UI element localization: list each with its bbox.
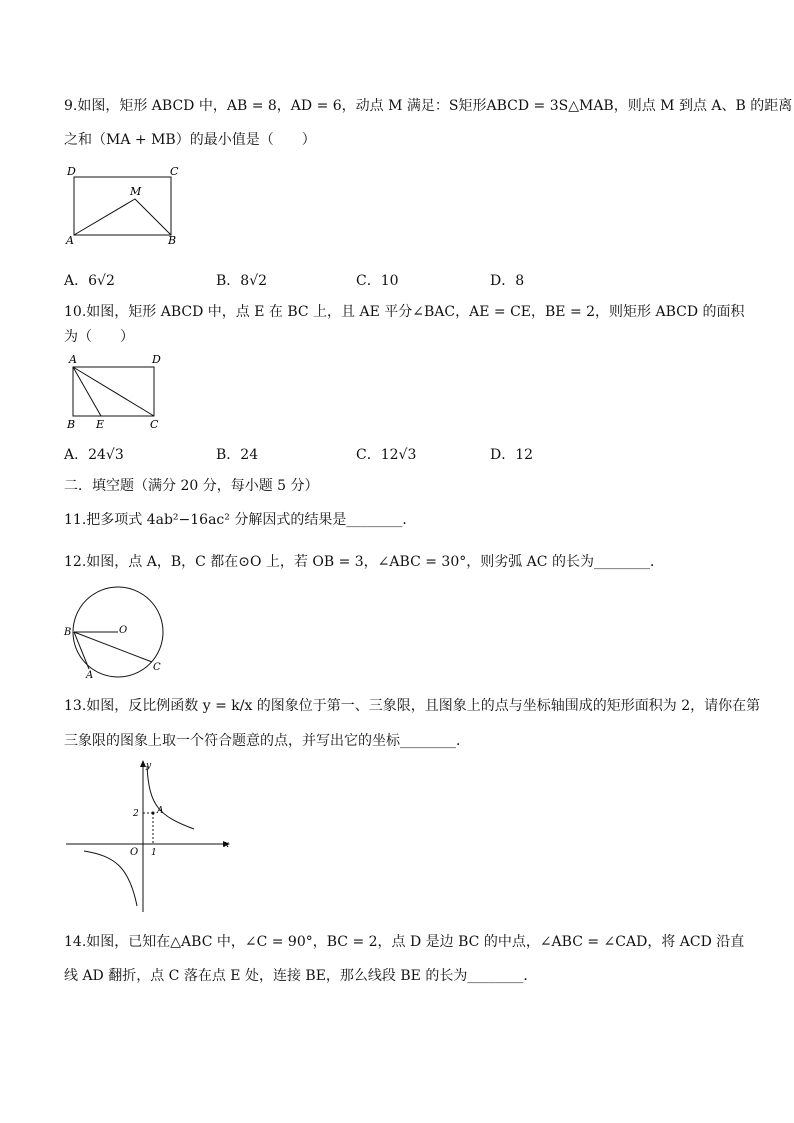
label-a: A xyxy=(157,806,164,816)
q9-option-c: C．10 xyxy=(356,273,399,289)
q12-figure xyxy=(62,586,170,680)
label-o: O xyxy=(119,625,128,636)
label-m: M xyxy=(130,185,142,198)
q10-option-d: D．12 xyxy=(490,447,534,463)
q10-option-b: B．24 xyxy=(216,447,259,463)
q10-figure xyxy=(62,350,174,432)
chord-ba xyxy=(74,632,89,669)
label-d: D xyxy=(67,165,76,178)
label-origin: O xyxy=(130,847,139,858)
label-x: x xyxy=(224,840,230,850)
q14-text-line1: 14.如图，已知在△ABC 中，∠C = 90°，BC = 2，点 D 是边 BC 的中点，∠ABC = ∠CAD，将 ACD 沿直 xyxy=(64,934,745,950)
label-b: B xyxy=(168,234,177,247)
q13-text-line2: 三象限的图象上取一个符合题意的点，并写出它的坐标________． xyxy=(64,733,470,749)
point-a xyxy=(152,812,155,815)
q11-text: 11.把多项式 4ab²−16ac² 分解因式的结果是________． xyxy=(64,512,417,528)
label-b: B xyxy=(67,418,76,431)
tick-label-one: 1 xyxy=(151,848,157,858)
hyperbola-branch-third-quadrant xyxy=(84,851,137,906)
label-y: y xyxy=(146,761,152,771)
q10-text-line2: 为（ ） xyxy=(64,329,134,345)
section-heading: 二．填空题（满分 20 分，每小题 5 分） xyxy=(64,478,319,494)
label-c: C xyxy=(150,418,159,431)
hyperbola-branch-first-quadrant xyxy=(147,766,194,829)
q13-text-line1: 13.如图，反比例函数 y = k/x 的图象位于第一、三象限，且图象上的点与坐标轴围成的矩形面积为 2，请你在第 xyxy=(64,698,761,714)
q9-text-line1: 9.如图，矩形 ABCD 中，AB = 8，AD = 6，动点 M 满足：S矩形ABCD = 3S△MAB，则点 M 到点 A、B 的距离 xyxy=(64,98,793,114)
chord-bc xyxy=(74,632,152,662)
label-c: C xyxy=(153,662,161,673)
q10-text-line1: 10.如图，矩形 ABCD 中，点 E 在 BC 上，且 AE 平分∠BAC，AE = CE，BE = 2，则矩形 ABCD 的面积 xyxy=(64,304,745,320)
q13-figure xyxy=(64,756,234,916)
q10-option-c: C．12√3 xyxy=(356,447,417,463)
segment-ae xyxy=(73,367,101,416)
label-b: B xyxy=(64,627,72,638)
triangle-mab xyxy=(74,199,171,235)
label-a: A xyxy=(66,234,74,247)
q9-option-a: A．6√2 xyxy=(64,273,115,289)
label-e: E xyxy=(96,418,105,431)
q9-option-b: B．8√2 xyxy=(216,273,268,289)
q14-text-line2: 线 AD 翻折，点 C 落在点 E 处，连接 BE，那么线段 BE 的长为________． xyxy=(64,968,538,984)
tick-label-two: 2 xyxy=(133,809,139,819)
q10-option-a: A．24√3 xyxy=(64,447,124,463)
label-d: D xyxy=(152,353,161,366)
q9-text-line2: 之和（MA + MB）的最小值是（ ） xyxy=(64,132,316,148)
label-a: A xyxy=(69,353,77,366)
q12-text: 12.如图，点 A，B，C 都在⊙O 上，若 OB = 3，∠ABC = 30°，则劣弧 AC 的长为________． xyxy=(64,554,664,570)
segment-ac xyxy=(73,367,154,416)
label-c: C xyxy=(170,165,179,178)
q9-option-d: D．8 xyxy=(490,273,525,289)
label-a: A xyxy=(86,670,94,680)
q9-figure xyxy=(62,162,184,248)
